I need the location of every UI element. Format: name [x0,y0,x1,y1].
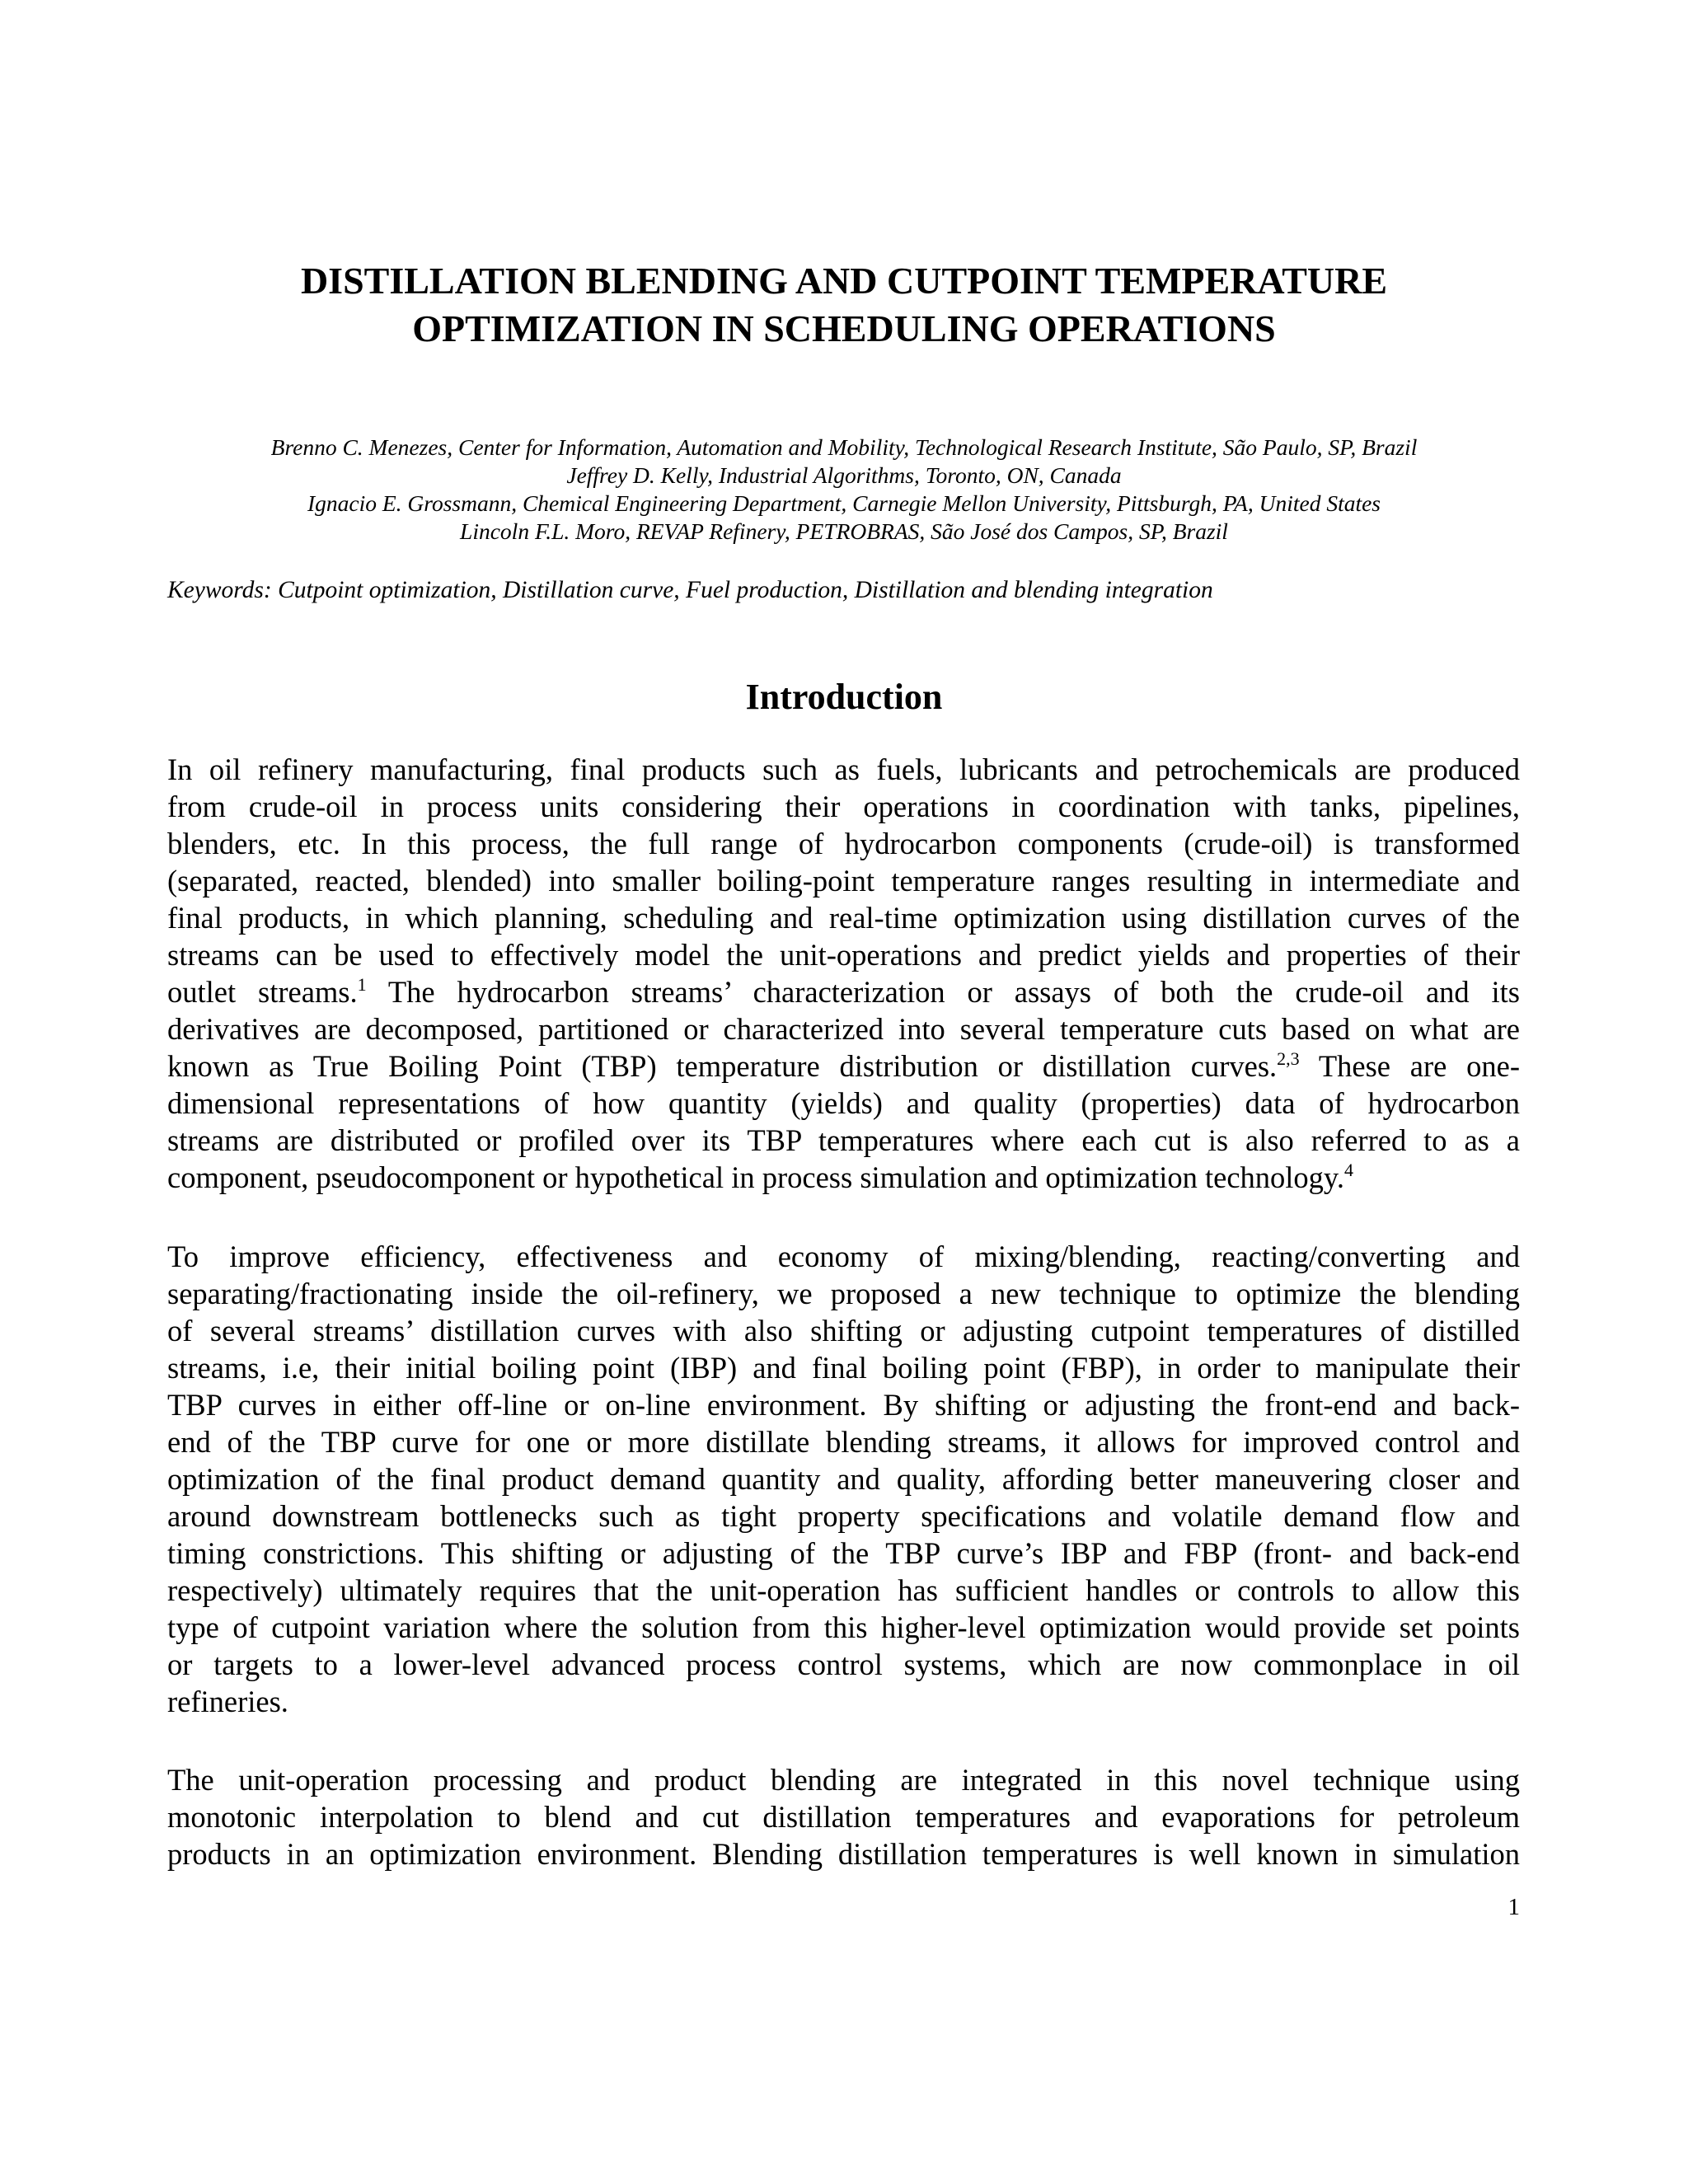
author-affiliations [165,434,1523,546]
text-line: from crude-oil in process units considering their operations in coordination with tanks, pipelines, [167,790,1520,823]
text-line [167,1159,1520,1196]
author-line: Jeffrey D. Kelly, Industrial Algorithms, Toronto, ON, Canada [566,462,1122,488]
text-line: To improve efficiency, effectiveness and economy of mixing/blending, reacting/converting and [167,1240,1520,1273]
text-line: dimensional representations of how quantity (yields) and quality (properties) data of hydrocarbon [167,1086,1520,1120]
text-line: In oil refinery manufacturing, final products such as fuels, lubricants and petrochemicals are produced [167,752,1520,786]
page-number: 1 [1507,1894,1520,1920]
text-line: refineries. [167,1685,288,1718]
author-line: Ignacio E. Grossmann, Chemical Engineering Department, Carnegie Mellon University, Pittsburgh, PA, United States [307,490,1381,516]
paragraph-3 [167,1761,1520,1872]
text-line: products in an optimization environment. Blending distillation temperatures is well known in simulation [167,1837,1520,1871]
author-line: Lincoln F.L. Moro, REVAP Refinery, PETROBRAS, São José dos Campos, SP, Brazil [460,518,1228,544]
citation-ref: 2,3 [1277,1048,1300,1069]
text-segment: known as True Boiling Point (TBP) temperature distribution or distillation curves. [167,1049,1278,1083]
citation-ref: 1 [357,974,367,995]
text-segment: These are one- [1299,1049,1520,1083]
text-segment: component, pseudocomponent or hypothetical in process simulation and optimization technology. [167,1160,1344,1194]
text-line: monotonic interpolation to blend and cut distillation temperatures and evaporations for petroleum [167,1800,1520,1834]
title-line-1: DISTILLATION BLENDING AND CUTPOINT TEMPERATURE [300,260,1388,302]
paragraph-2 [167,1238,1520,1720]
text-line: optimization of the final product demand quantity and quality, affording better maneuvering closer and [167,1462,1520,1496]
text-line: blenders, etc. In this process, the full range of hydrocarbon components (crude-oil) is transformed [167,827,1520,860]
paper-title [165,257,1523,353]
text-line: separating/fractionating inside the oil-refinery, we proposed a new technique to optimize the blending [167,1277,1520,1310]
text-line: TBP curves in either off-line or on-line environment. By shifting or adjusting the front-end and back- [167,1388,1520,1422]
section-heading-introduction: Introduction [745,677,943,717]
text-line [167,1047,1520,1085]
text-line: of several streams’ distillation curves with also shifting or adjusting cutpoint temperatures of distilled [167,1314,1520,1347]
text-segment: outlet streams. [167,975,358,1009]
text-line [167,973,1520,1010]
text-line: derivatives are decomposed, partitioned or characterized into several temperature cuts based on what are [167,1012,1520,1046]
author-line: Brenno C. Menezes, Center for Information, Automation and Mobility, Technological Research Institute, São Paulo, SP, Brazil [270,434,1418,460]
title-line-2: OPTIMIZATION IN SCHEDULING OPERATIONS [412,307,1276,349]
paragraph-1 [167,751,1520,1196]
text-line: or targets to a lower-level advanced process control systems, which are now commonplace in oil [167,1647,1520,1681]
text-line: streams are distributed or profiled over its TBP temperatures where each cut is also referred to as a [167,1123,1520,1157]
text-line: The unit-operation processing and product blending are integrated in this novel technique using [167,1763,1520,1797]
text-line: final products, in which planning, scheduling and real-time optimization using distillation curves of the [167,901,1520,935]
text-line: end of the TBP curve for one or more distillate blending streams, it allows for improved control and [167,1425,1520,1459]
text-line: type of cutpoint variation where the solution from this higher-level optimization would provide set points [167,1610,1520,1644]
keywords: Keywords: Cutpoint optimization, Distillation curve, Fuel production, Distillation and blending integration [167,577,1213,603]
text-line: streams, i.e, their initial boiling point (IBP) and final boiling point (FBP), in order to manipulate their [167,1351,1520,1385]
text-line: respectively) ultimately requires that the unit-operation has sufficient handles or controls to allow this [167,1573,1520,1607]
text-line: (separated, reacted, blended) into smaller boiling-point temperature ranges resulting in intermediate and [167,864,1520,898]
citation-ref: 4 [1343,1160,1353,1180]
text-line: around downstream bottlenecks such as tight property specifications and volatile demand flow and [167,1499,1520,1533]
text-line: timing constrictions. This shifting or adjusting of the TBP curve’s IBP and FBP (front- and back-end [167,1536,1520,1570]
text-segment: The hydrocarbon streams’ characterization or assays of both the crude-oil and its [366,975,1520,1009]
text-line: streams can be used to effectively model the unit-operations and predict yields and properties of their [167,938,1520,972]
